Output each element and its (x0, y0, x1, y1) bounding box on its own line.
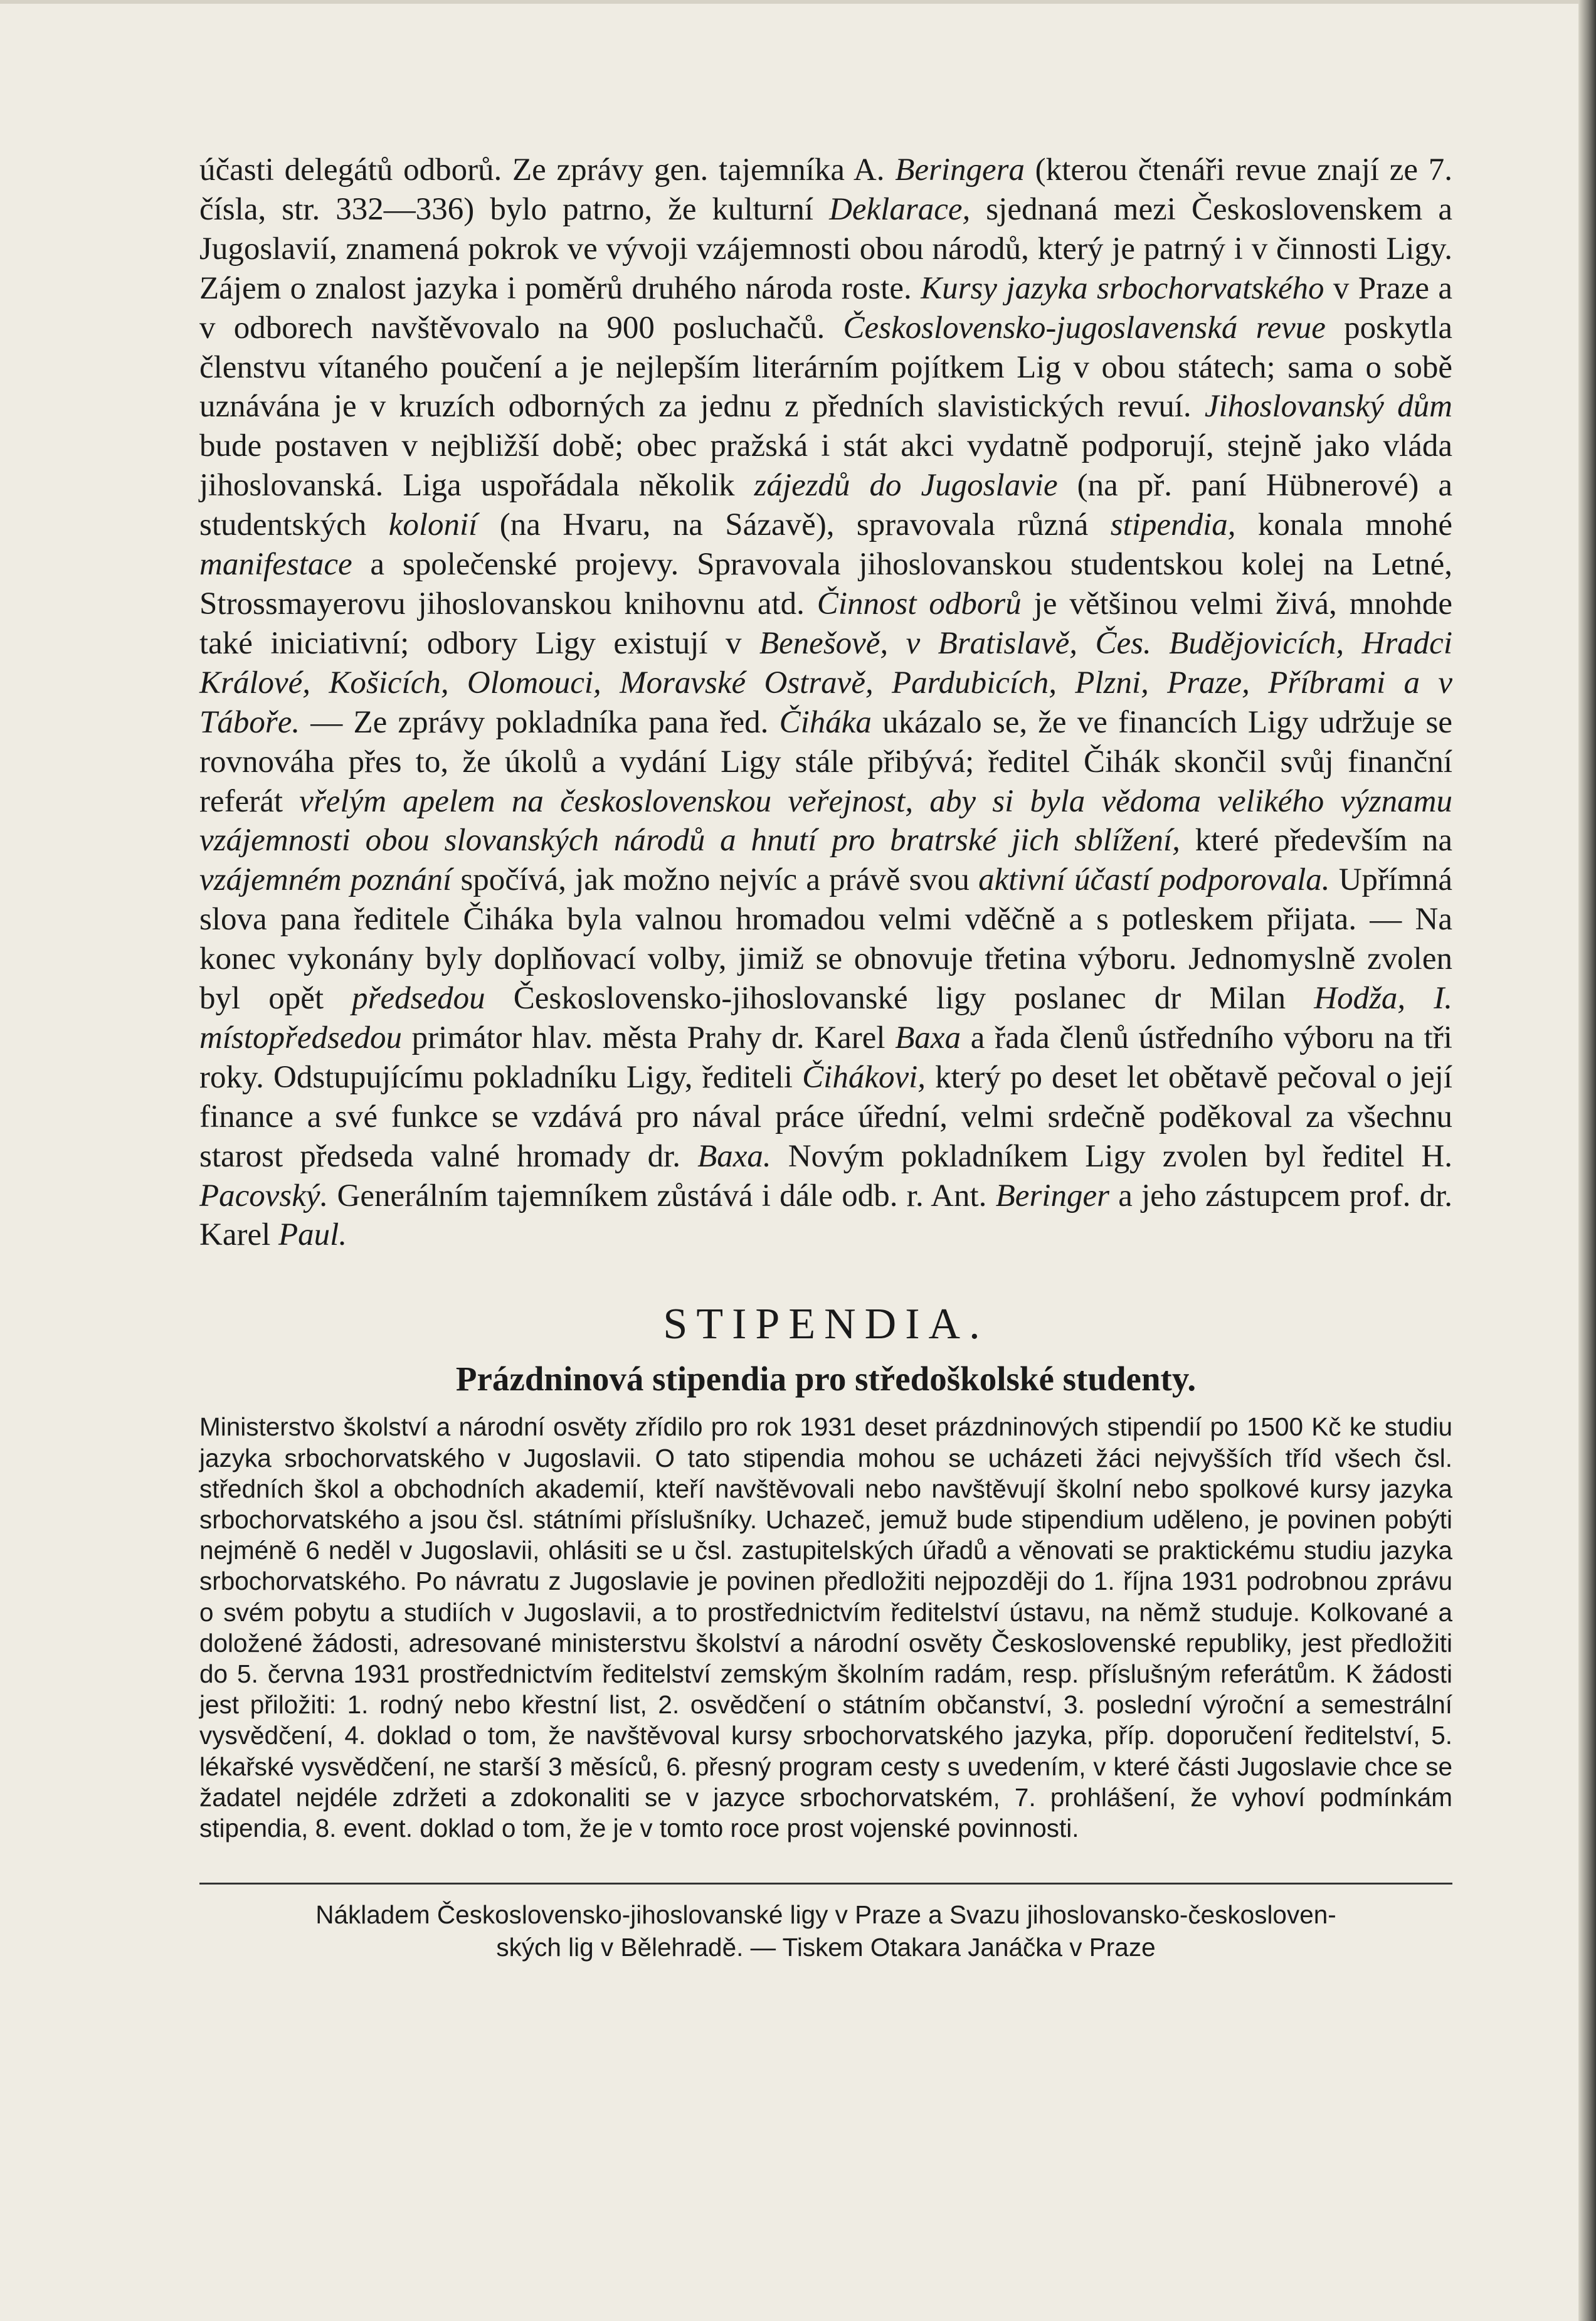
imprint-footer (199, 1898, 1452, 1964)
text-segment: (na Hvaru, na Sázavě), spravovala různá (477, 507, 1111, 543)
italic-text-segment: Jihoslovanský dům (1204, 389, 1452, 425)
italic-text-segment: Beringera (895, 152, 1025, 188)
text-segment: (kterou čtenáři revue znají ze 7. čísla, str. 332—336) bylo patrno, že kulturní (199, 152, 1452, 227)
text-segment: poskytla členstvu vítaného poučení a je nejlepším literárním pojítkem Lig v obou státech; sama o sobě uznávána je v kruzích odborných za jednu z předních slavistických revuí. (199, 310, 1452, 425)
italic-text-segment: stipendia, (1110, 507, 1236, 543)
text-segment: Novým pokladníkem Ligy zvolen byl ředitel H. (771, 1138, 1452, 1174)
section-subheading: Prázdninová stipendia pro středoškolské studenty. (455, 1360, 1197, 1398)
text-segment: je většinou velmi živá, mnohde také iniciativní; odbory Ligy existují v (199, 586, 1452, 661)
italic-text-segment: Čiháka (779, 704, 872, 740)
imprint-line-1: Nákladem Československo-jihoslovanské ligy v Praze a Svazu jihoslovansko-českosloven- (315, 1900, 1336, 1930)
text-segment: účasti delegátů odborů. Ze zprávy gen. tajemníka A. (199, 152, 896, 188)
page-top-edge (0, 0, 1596, 4)
text-segment: ukázalo se, že ve financích Ligy udržuje se rovnováha přes to, že úkolů a vydání Ligy stále přibývá; ředitel Čihák skončil svůj finanční referát (199, 704, 1452, 819)
italic-text-segment: manifestace (199, 547, 352, 583)
italic-text-segment: vzájemném poznání (199, 862, 452, 898)
italic-text-segment: zájezdů do Jugoslavie (754, 468, 1058, 504)
text-segment: (na př. paní Hübnerové) a studentských (199, 468, 1452, 543)
text-segment: které především na (1180, 823, 1452, 859)
text-segment: a jeho zástupcem prof. dr. Karel (199, 1178, 1452, 1253)
italic-text-segment: vřelým apelem na československou veřejnost, aby si byla vědoma velikého významu vzájemnosti obou slovanských národů a hnutí pro bratrské jich sblížení, (199, 783, 1452, 859)
article-paragraph (199, 151, 1452, 1255)
italic-text-segment: Činnost odborů (816, 586, 1022, 621)
text-segment: sjednaná mezi Československem a Jugoslavií, znamená pokrok ve vývoji vzájemnosti obou národů, který je patrný i v činnosti Ligy. Zájem o znalost jazyka i poměrů druhého národa roste. (199, 191, 1452, 306)
section-heading: STIPENDIA. (663, 1300, 989, 1349)
italic-text-segment: předsedou (352, 981, 485, 1017)
stipendia-paragraph: Ministerstvo školství a národní osvěty zřídilo pro rok 1931 deset prázdninových stipendií po 1500 Kč ke studiu jazyka srbochorvatského v Jugoslavii. O tato stipendia mohou se ucházeti žáci nejvyšších tříd všech čsl. středních škol a obchodních akademií, kteří navštěvovali nebo navštěvují školní nebo spolkové kursy jazyka srbochorvatského a jsou čsl. státními příslušníky. Uchazeč, jemuž bude stipendium uděleno, je povinen pobýti nejméně 6 neděl v Jugoslavii, ohlásiti se u čsl. zastupitelských úřadů a věnovati se praktickému studiu jazyka srbochorvatského. Po návratu z Jugoslavie je povinen předložiti nejpozději do 1. října 1931 podrobnou zprávu o svém pobytu a studiích v Jugoslavii, a to prostřednictvím ředitelství ústavu, na němž studuje. Kolkované a doložené žádosti, adresované ministerstvu školství a národní osvěty Československé republiky, jest předložiti do 5. června 1931 prostřednictvím ředitelství zemským školním radám, resp. příslušným referátům. K žádosti jest přiložiti: 1. rodný nebo křestní list, 2. osvědčení o státním občanství, 3. poslední výroční a semestrální vysvědčení, 4. doklad o tom, že navštěvoval kursy srbochorvatského jazyka, příp. doporučení ředitelství, 5. lékařské vysvědčení, ne starší 3 měsíců, 6. přesný program cesty s uvedením, v které části Jugoslavie chce se žadatel nejdéle zdržeti a zdokonaliti se v jazyce srbochorvatském, 7. prohlášení, že vyhoví podmínkám stipendia, 8. event. doklad o tom, že je v tomto roce prost vojenské povinnosti. (199, 1412, 1452, 1843)
italic-text-segment: Pacovský. (199, 1178, 329, 1213)
text-segment: Československo-jihoslovanské ligy poslanec dr Milan (485, 981, 1314, 1017)
italic-text-segment: aktivní účastí podporovala. (978, 862, 1330, 898)
page-right-edge (1578, 0, 1596, 2321)
text-segment: a společenské projevy. Spravovala jihoslovanskou studentskou kolej na Letné, Strossmayerovu jihoslovanskou knihovnu atd. (199, 547, 1452, 621)
italic-text-segment: Deklarace, (829, 191, 971, 227)
text-segment: bude postaven v nejbližší době; obec pražská i stát akci vydatně podporují, stejně jako vláda jihoslovanská. Liga uspořádala několik (199, 428, 1452, 504)
italic-text-segment: kolonií (388, 507, 478, 543)
italic-text-segment: Hodža, I. místopředsedou (199, 981, 1452, 1055)
italic-text-segment: Čihákovi, (802, 1059, 926, 1095)
italic-text-segment: Benešově, v Bratislavě, Čes. Budějovicích, Hradci Králové, Košicích, Olomouci, Moravské Ostravě, Pardubicích, Plzni, Praze, Příbrami a v Táboře. (199, 625, 1452, 740)
text-segment: spočívá, jak možno nejvíc a právě svou (452, 862, 979, 898)
imprint-line-2: ských lig v Bělehradě. — Tiskem Otakara Janáčka v Praze (496, 1933, 1156, 1962)
text-segment: a řada členů ústředního výboru na tři roky. Odstupujícímu pokladníku Ligy, řediteli (199, 1020, 1452, 1095)
text-segment: který po deset let obětavě pečoval o její finance a své funkce se vzdává pro nával práce úřední, velmi srdečně poděkoval za všechnu starost předseda valné hromady dr. (199, 1059, 1452, 1174)
document-page (199, 151, 1452, 1964)
italic-text-segment: Kursy jazyka srbochorvatského (921, 270, 1324, 306)
text-segment: v Praze a v odborech navštěvovalo na 900 posluchačů. (199, 270, 1452, 346)
italic-text-segment: Baxa. (697, 1138, 771, 1174)
italic-text-segment: Československo-jugoslavenská revue (843, 310, 1326, 346)
text-segment: konala mnohé (1235, 507, 1453, 543)
italic-text-segment: Baxa (895, 1020, 961, 1055)
text-segment: Upřímná slova pana ředitele Čiháka byla valnou hromadou velmi vděčně a s potleskem přijata. — Na konec vykonány byly doplňovací volby, jimiž se obnovuje třetina výboru. Jednomyslně zvolen byl opět (199, 862, 1452, 1017)
footer-divider (199, 1883, 1452, 1885)
text-segment: — Ze zprávy pokladníka pana řed. (300, 704, 780, 740)
italic-text-segment: Beringer (995, 1178, 1109, 1213)
italic-text-segment: Paul. (278, 1217, 347, 1253)
text-segment: primátor hlav. města Prahy dr. Karel (401, 1020, 896, 1055)
text-segment: Generálním tajemníkem zůstává i dále odb. r. Ant. (328, 1178, 996, 1213)
